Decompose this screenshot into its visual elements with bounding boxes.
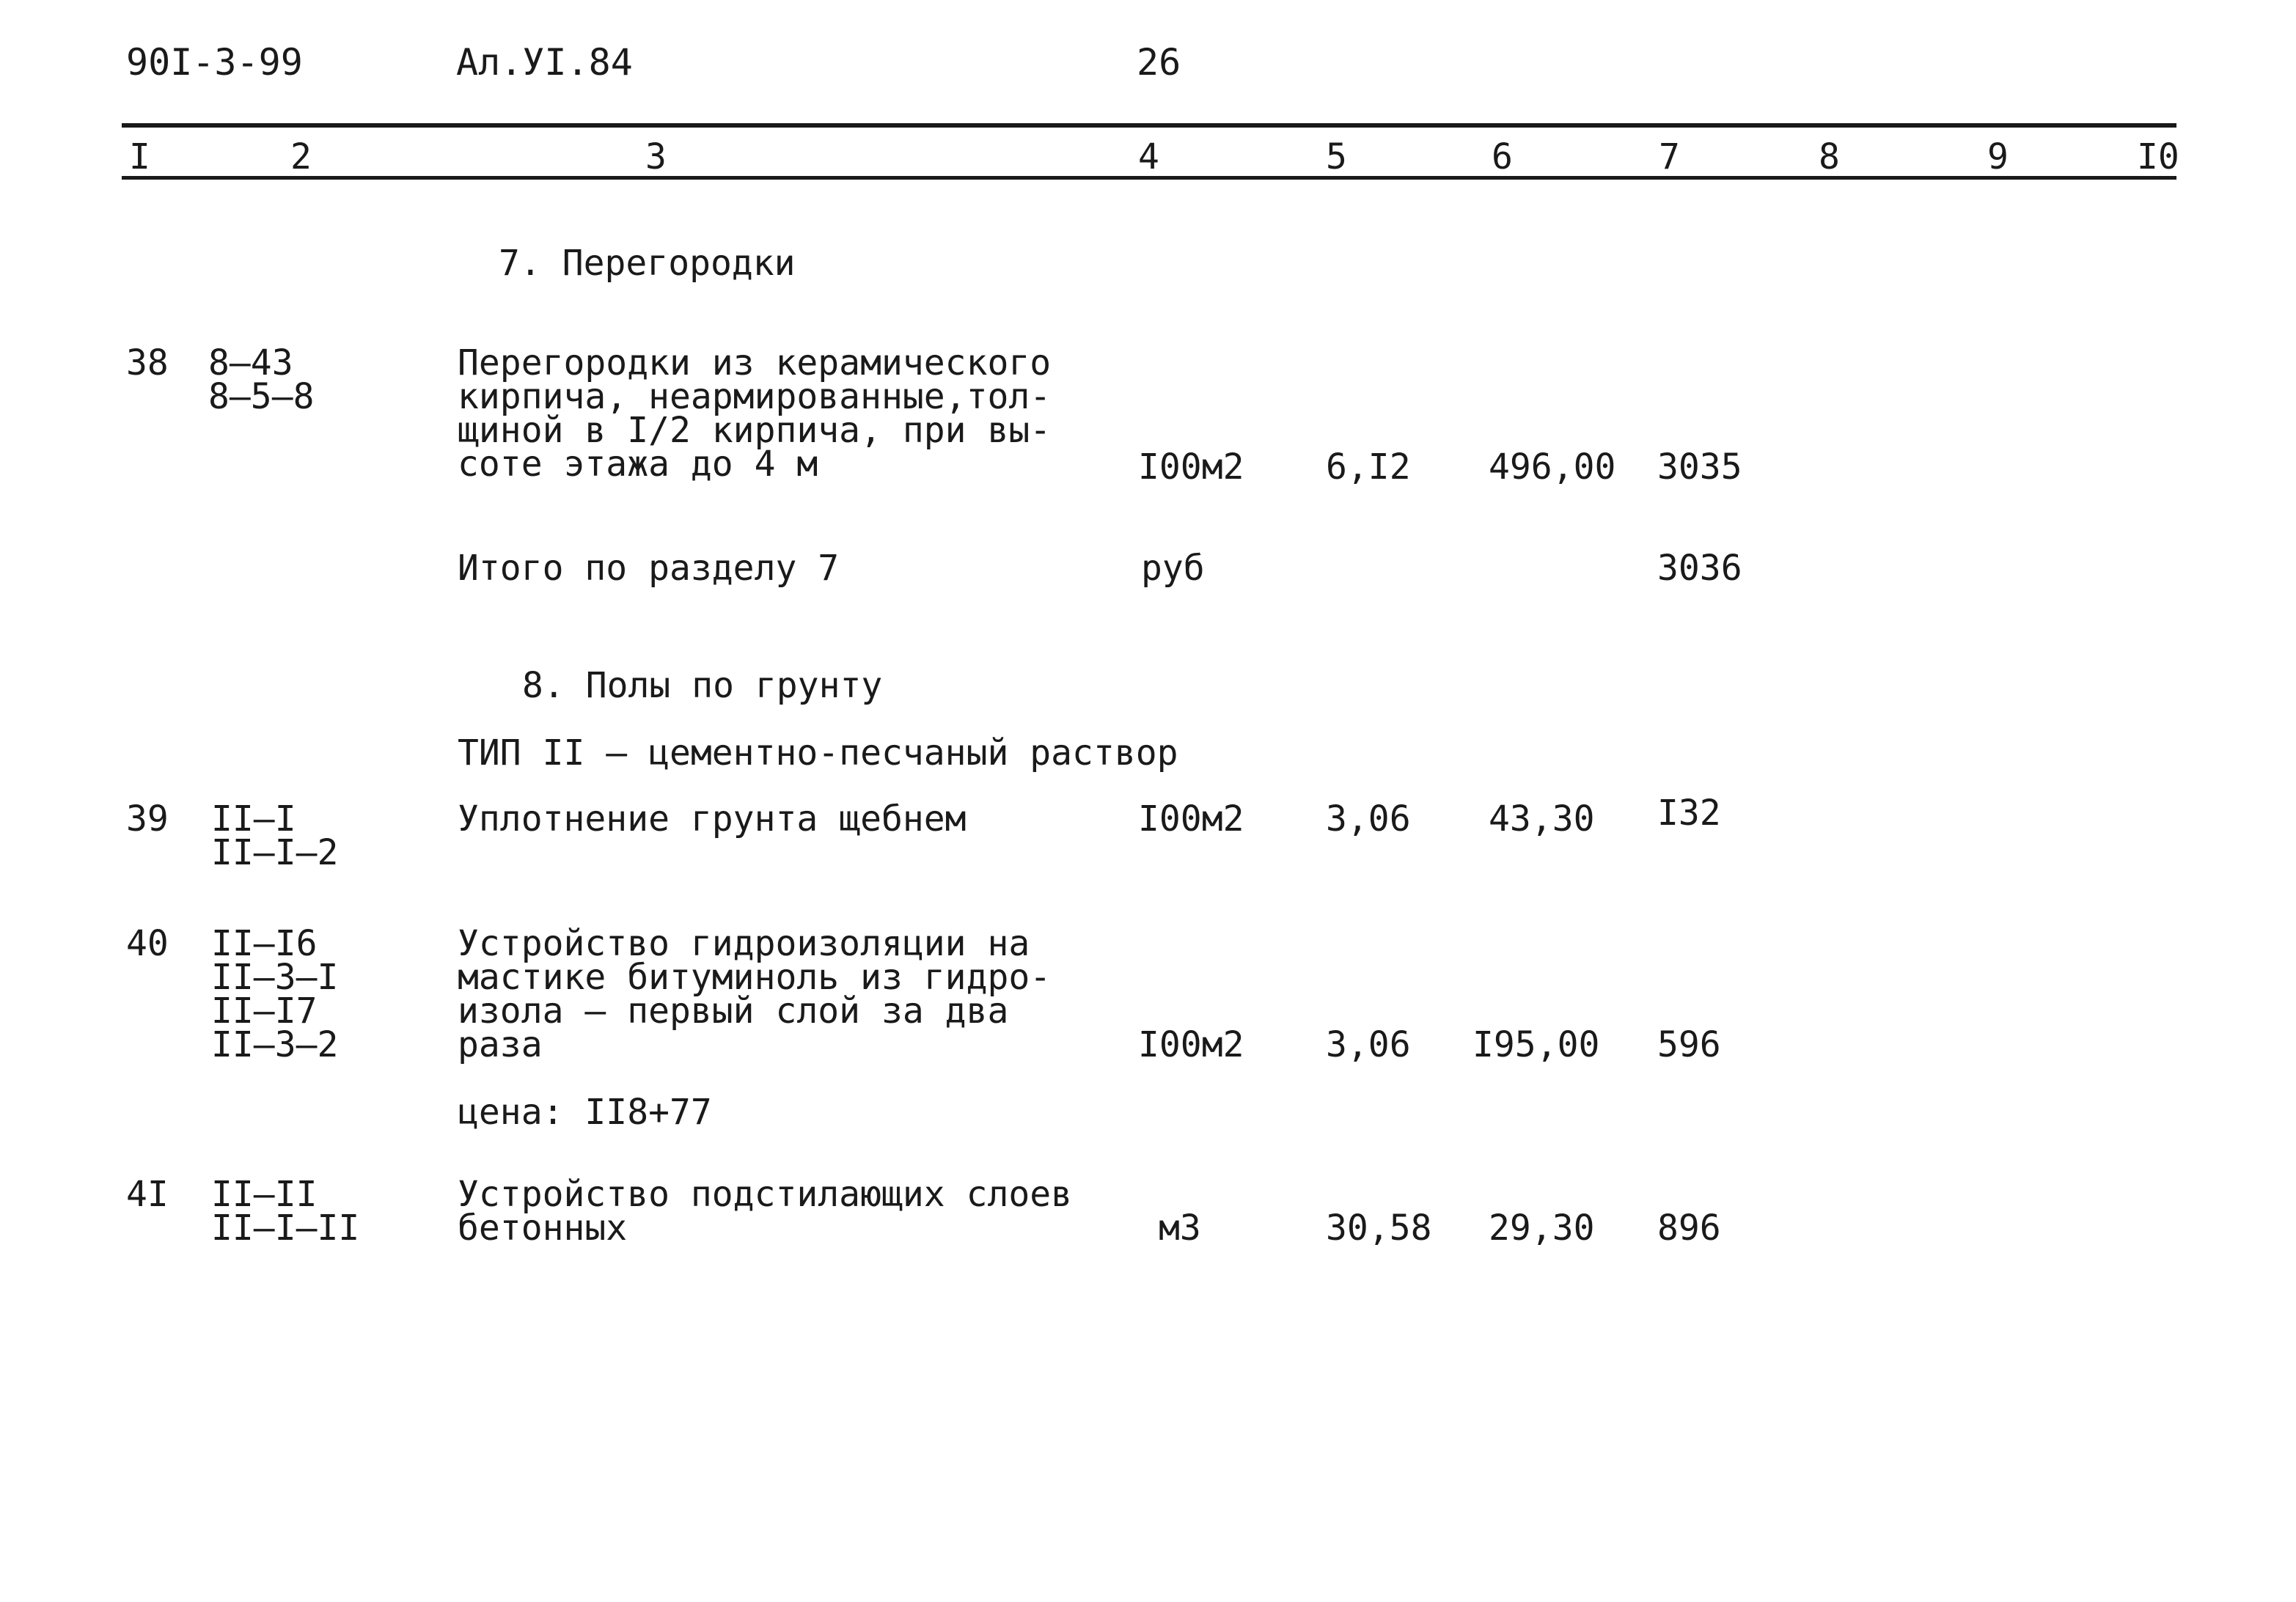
unit: I00м2 [1138,1024,1244,1065]
column-number: 2 [290,136,312,177]
column-number: 7 [1659,136,1680,177]
unit: I00м2 [1138,798,1244,839]
row-number: 40 [126,923,169,964]
column-number: 4 [1138,136,1159,177]
section-title: 7. Перегородки [499,243,796,284]
quantity: 6,I2 [1326,447,1411,488]
total-cost: 896 [1657,1208,1721,1249]
section-subtitle: ТИП II – цементно-песчаный раствор [458,732,1178,774]
album-number: Ал.УI.84 [456,41,633,84]
unit: I00м2 [1138,447,1244,488]
table-top-rule [122,123,2176,128]
total-cost: 596 [1657,1024,1721,1065]
norm-code: II–I6 II–3–I II–I7 II–3–2 [211,923,339,1065]
unit-price: 29,30 [1489,1208,1595,1249]
norm-code: II–I II–I–2 [211,798,339,873]
total-cost: I32 [1657,793,1721,834]
column-number: 5 [1326,136,1347,177]
work-description: Устройство гидроизоляции на мастике битуминоль из гидро- изола – первый слой за два раза [458,923,1052,1065]
row-number: 4I [126,1174,169,1215]
unit: м3 [1159,1208,1201,1249]
quantity: 3,06 [1326,1024,1411,1065]
work-description: Перегородки из керамического кирпича, неармированные,тол- щиной в I/2 кирпича, при вы- соте этажа до 4 м [458,342,1052,485]
row-number: 38 [126,342,169,383]
subtotal-unit: руб [1141,548,1205,589]
page-number: 26 [1137,41,1181,84]
column-number: 8 [1819,136,1840,177]
price-note: цена: II8+77 [458,1092,712,1133]
work-description: Уплотнение грунта щебнем [458,798,967,839]
column-number: I0 [2137,136,2179,177]
column-number: 6 [1492,136,1513,177]
total-cost: 3035 [1657,447,1742,488]
subtotal-total: 3036 [1657,548,1742,589]
unit-price: I95,00 [1472,1024,1600,1065]
quantity: 3,06 [1326,798,1411,839]
unit-price: 496,00 [1489,447,1616,488]
column-number: 3 [645,136,667,177]
row-number: 39 [126,798,169,839]
norm-code: II–II II–I–II [211,1174,360,1249]
document-code: 90I-3-99 [126,41,303,84]
subtotal-label: Итого по разделу 7 [458,548,840,589]
norm-code: 8–43 8–5–8 [208,342,315,417]
quantity: 30,58 [1326,1208,1432,1249]
section-title: 8. Полы по грунту [522,665,883,706]
column-number: 9 [1987,136,2009,177]
column-number: I [129,136,150,177]
unit-price: 43,30 [1489,798,1595,839]
work-description: Устройство подстилающих слоев бетонных [458,1174,1073,1249]
